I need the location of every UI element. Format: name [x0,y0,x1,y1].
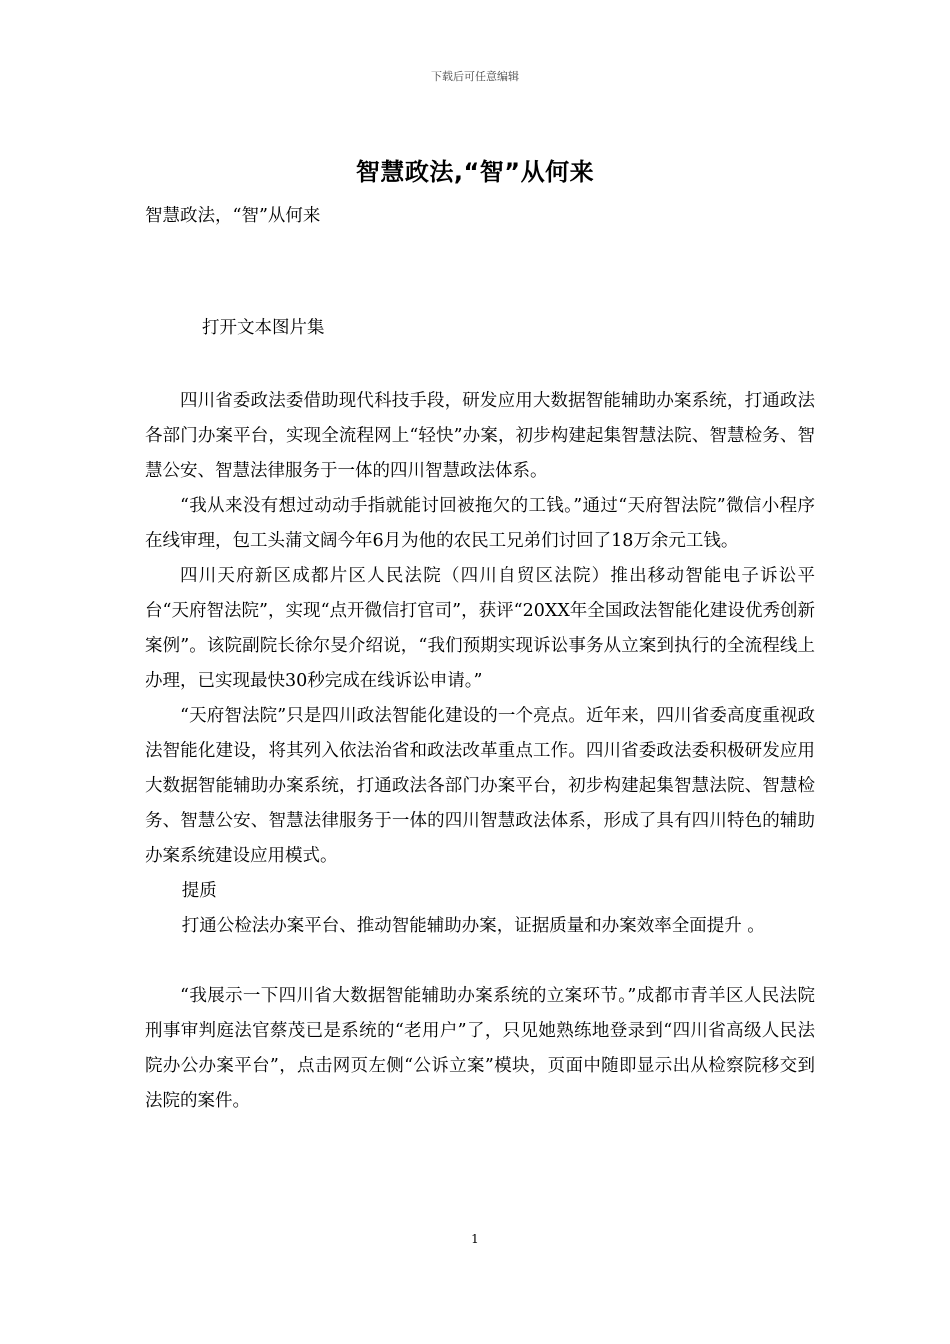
paragraph-7: “我展示一下四川省大数据智能辅助办案系统的立案环节。”成都市青羊区人民法院刑事审判庭法官蔡茂已是系统的“老用户”了，只见她熟练地登录到“四川省高级人民法院办公办案平台”，点击网页左侧“公诉立案”模块，页面中随即显示出从检察院移交到法院的案件。 [145,986,815,1111]
article-body [145,384,815,1119]
section-lead: 打通公检法办案平台、推动智能辅助办案，证据质量和办案效率全面提升 。 [181,916,765,936]
open-image-gallery-link[interactable]: 打开文本图片集 [202,318,325,338]
paragraph-1: 四川省委政法委借助现代科技手段，研发应用大数据智能辅助办案系统，打通政法各部门办案平台，实现全流程网上“轻快”办案，初步构建起集智慧法院、智慧检务、智慧公安、智慧法律服务于一体的四川智慧政法体系。 [145,391,815,481]
document-title: 智慧政法,“智”从何来 [355,158,595,186]
paragraph-4: “天府智法院”只是四川政法智能化建设的一个亮点。近年来，四川省委高度重视政法智能化建设，将其列入依法治省和政法改革重点工作。四川省委政法委积极研发应用大数据智能辅助办案系统，打通政法各部门办案平台，初步构建起集智慧法院、智慧检务、智慧公安、智慧法律服务于一体的四川智慧政法体系，形成了具有四川特色的辅助办案系统建设应用模式。 [145,706,815,866]
page-header-note: 下载后可任意编辑 [431,70,519,83]
section-heading: 提质 [181,881,217,901]
page-number: 1 [471,1232,479,1246]
paragraph-3: 四川天府新区成都片区人民法院（四川自贸区法院）推出移动智能电子诉讼平台“天府智法院”，实现“点开微信打官司”，获评“20XX年全国政法智能化建设优秀创新案例”。该院副院长徐尔旻介绍说，“我们预期实现诉讼事务从立案到执行的全流程线上办理，已实现最快30秒完成在线诉讼申请。” [145,566,815,691]
document-subtitle: 智慧政法，“智”从何来 [145,206,321,226]
paragraph-2: “我从来没有想过动动手指就能讨回被拖欠的工钱。”通过“天府智法院”微信小程序在线审理，包工头蒲文阔今年6月为他的农民工兄弟们讨回了18万余元工钱。 [145,496,815,551]
paragraph-spacer [145,944,815,979]
